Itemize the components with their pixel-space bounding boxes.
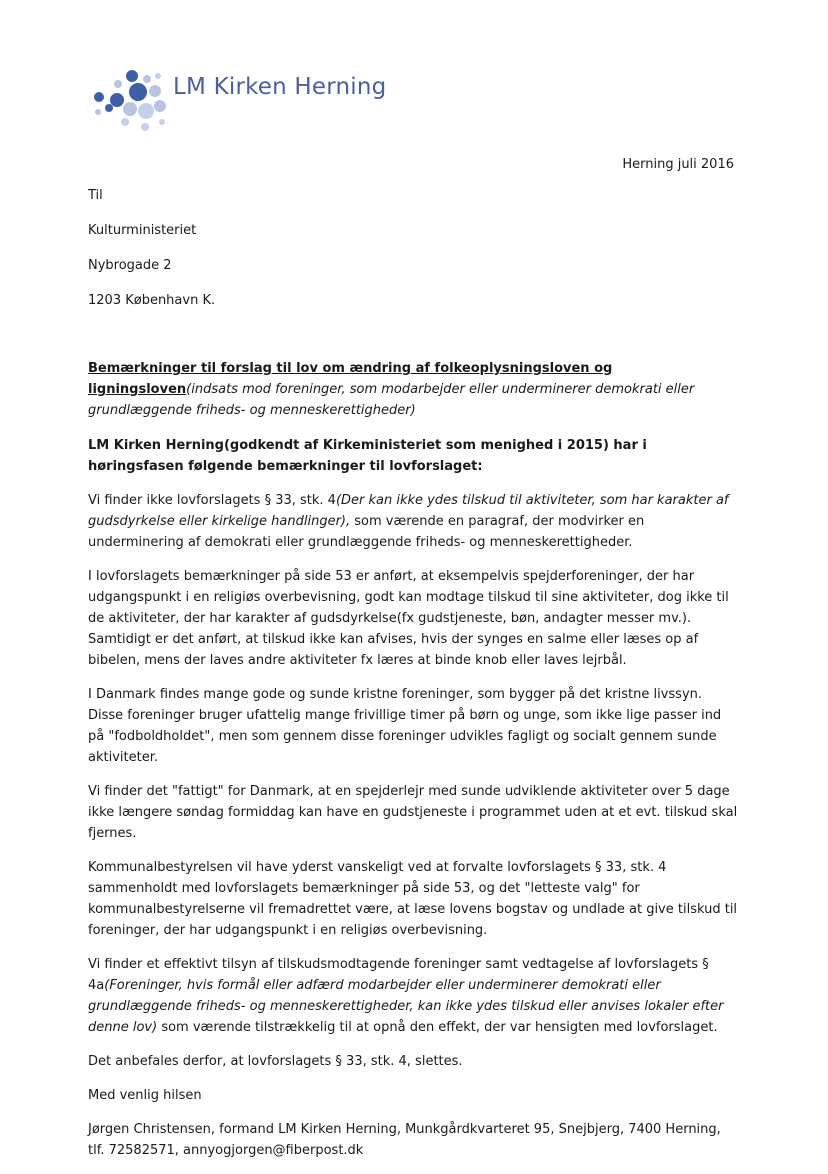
subject-line	[88, 358, 738, 421]
paragraph-3: I Danmark findes mange gode og sunde kristne foreninger, som bygger på det kristne livssyn. Disse foreninger bruger ufattelig mange frivillige timer på børn og unge, som ikke lige passer ind på "fodboldholdet", men som gennem disse foreninger udvikles fagligt og socialt gennem sunde aktiviteter.	[88, 687, 722, 765]
letter-date: Herning juli 2016	[622, 157, 734, 172]
paragraph-4: Vi finder det "fattigt" for Danmark, at en spejderlejr med sunde udviklende aktiviteter over 5 dage ikke længere søndag formiddag kan have en gudstjeneste i programmet uden at et evt. tilskud skal fjernes.	[88, 784, 738, 841]
closing-line: Med venlig hilsen	[88, 1088, 202, 1103]
letterhead-logo	[90, 68, 390, 138]
subject-description: (indsats mod foreninger, som modarbejder eller underminerer demokrati eller grundlæggende friheds- og menneskerettigheder)	[88, 382, 695, 418]
paragraph-7: Det anbefales derfor, at lovforslagets § 33, stk. 4, slettes.	[88, 1054, 463, 1069]
letter-body	[88, 358, 738, 1174]
circles-logo-icon	[90, 68, 175, 138]
paragraph-6	[88, 954, 738, 1038]
paragraph-1	[88, 490, 738, 553]
paragraph-1-quote: (Der kan ikke ydes tilskud til aktiviteter, som har karakter af gudsdyrkelse eller kirkelige handlinger),	[88, 493, 729, 529]
paragraph-5: Kommunalbestyrelsen vil have yderst vanskeligt ved at forvalte lovforslagets § 33, stk. 4 sammenholdt med lovforslagets bemærkninger på side 53, og det "letteste valg" for kommunalbestyrelserne vil fremadrettet være, at læse lovens bogstav og undlade at give tilskud til foreninger, der har udgangspunkt i en religiøs overbevisning.	[88, 860, 738, 938]
intro-paragraph: LM Kirken Herning(godkendt af Kirkeministeriet som menighed i 2015) har i høringsfasen følgende bemærkninger til lovforslaget:	[88, 438, 647, 474]
signature-block: Jørgen Christensen, formand LM Kirken Herning, Munkgårdkvarteret 95, Snejbjerg, 7400 Herning, tlf. 72582571, annyogjorgen@fiberpost.dk	[88, 1122, 721, 1158]
paragraph-6-quote: (Foreninger, hvis formål eller adfærd modarbejder eller underminerer demokrati eller grundlæggende friheds- og menneskerettigheder, kan ikke ydes tilskud eller anvises lokaler efter denne lov)	[88, 978, 724, 1035]
org-name-logo-text: LM Kirken Herning	[173, 74, 387, 100]
subject-title: Bemærkninger til forslag til lov om ændring af folkeoplysningsloven og ligningsloven	[88, 361, 613, 397]
paragraph-1-a: Vi finder ikke lovforslagets § 33, stk. 4	[88, 493, 336, 508]
paragraph-6-a: Vi finder et effektivt tilsyn af tilskudsmodtagende foreninger samt vedtagelse af lovforslagets § 4a	[88, 957, 709, 993]
recipient-to: Til	[88, 188, 103, 203]
recipient-name: Kulturministeriet	[88, 223, 197, 238]
paragraph-2: I lovforslagets bemærkninger på side 53 er anført, at eksempelvis spejderforeninger, der har udgangspunkt i en religiøs overbevisning, godt kan modtage tilskud til sine aktiviteter, dog ikke til de aktiviteter, der har karakter af gudsdyrkelse(fx gudstjeneste, bøn, andagter messer mv.). Samtidigt er det anført, at tilskud ikke kan afvises, hvis der synges en salme eller læses op af bibelen, mens der laves andre aktiviteter fx læres at binde knob eller laves lejrbål.	[88, 569, 729, 668]
paragraph-1-c: som værende en paragraf, der modvirker en underminering af demokrati eller grundlæggende friheds- og menneskerettigheder.	[88, 514, 645, 550]
recipient-street: Nybrogade 2	[88, 258, 172, 273]
paragraph-6-c: som værende tilstrækkelig til at opnå den effekt, der var hensigten med lovforslaget.	[157, 1020, 718, 1035]
recipient-address	[88, 186, 215, 326]
recipient-city: 1203 København K.	[88, 293, 216, 308]
